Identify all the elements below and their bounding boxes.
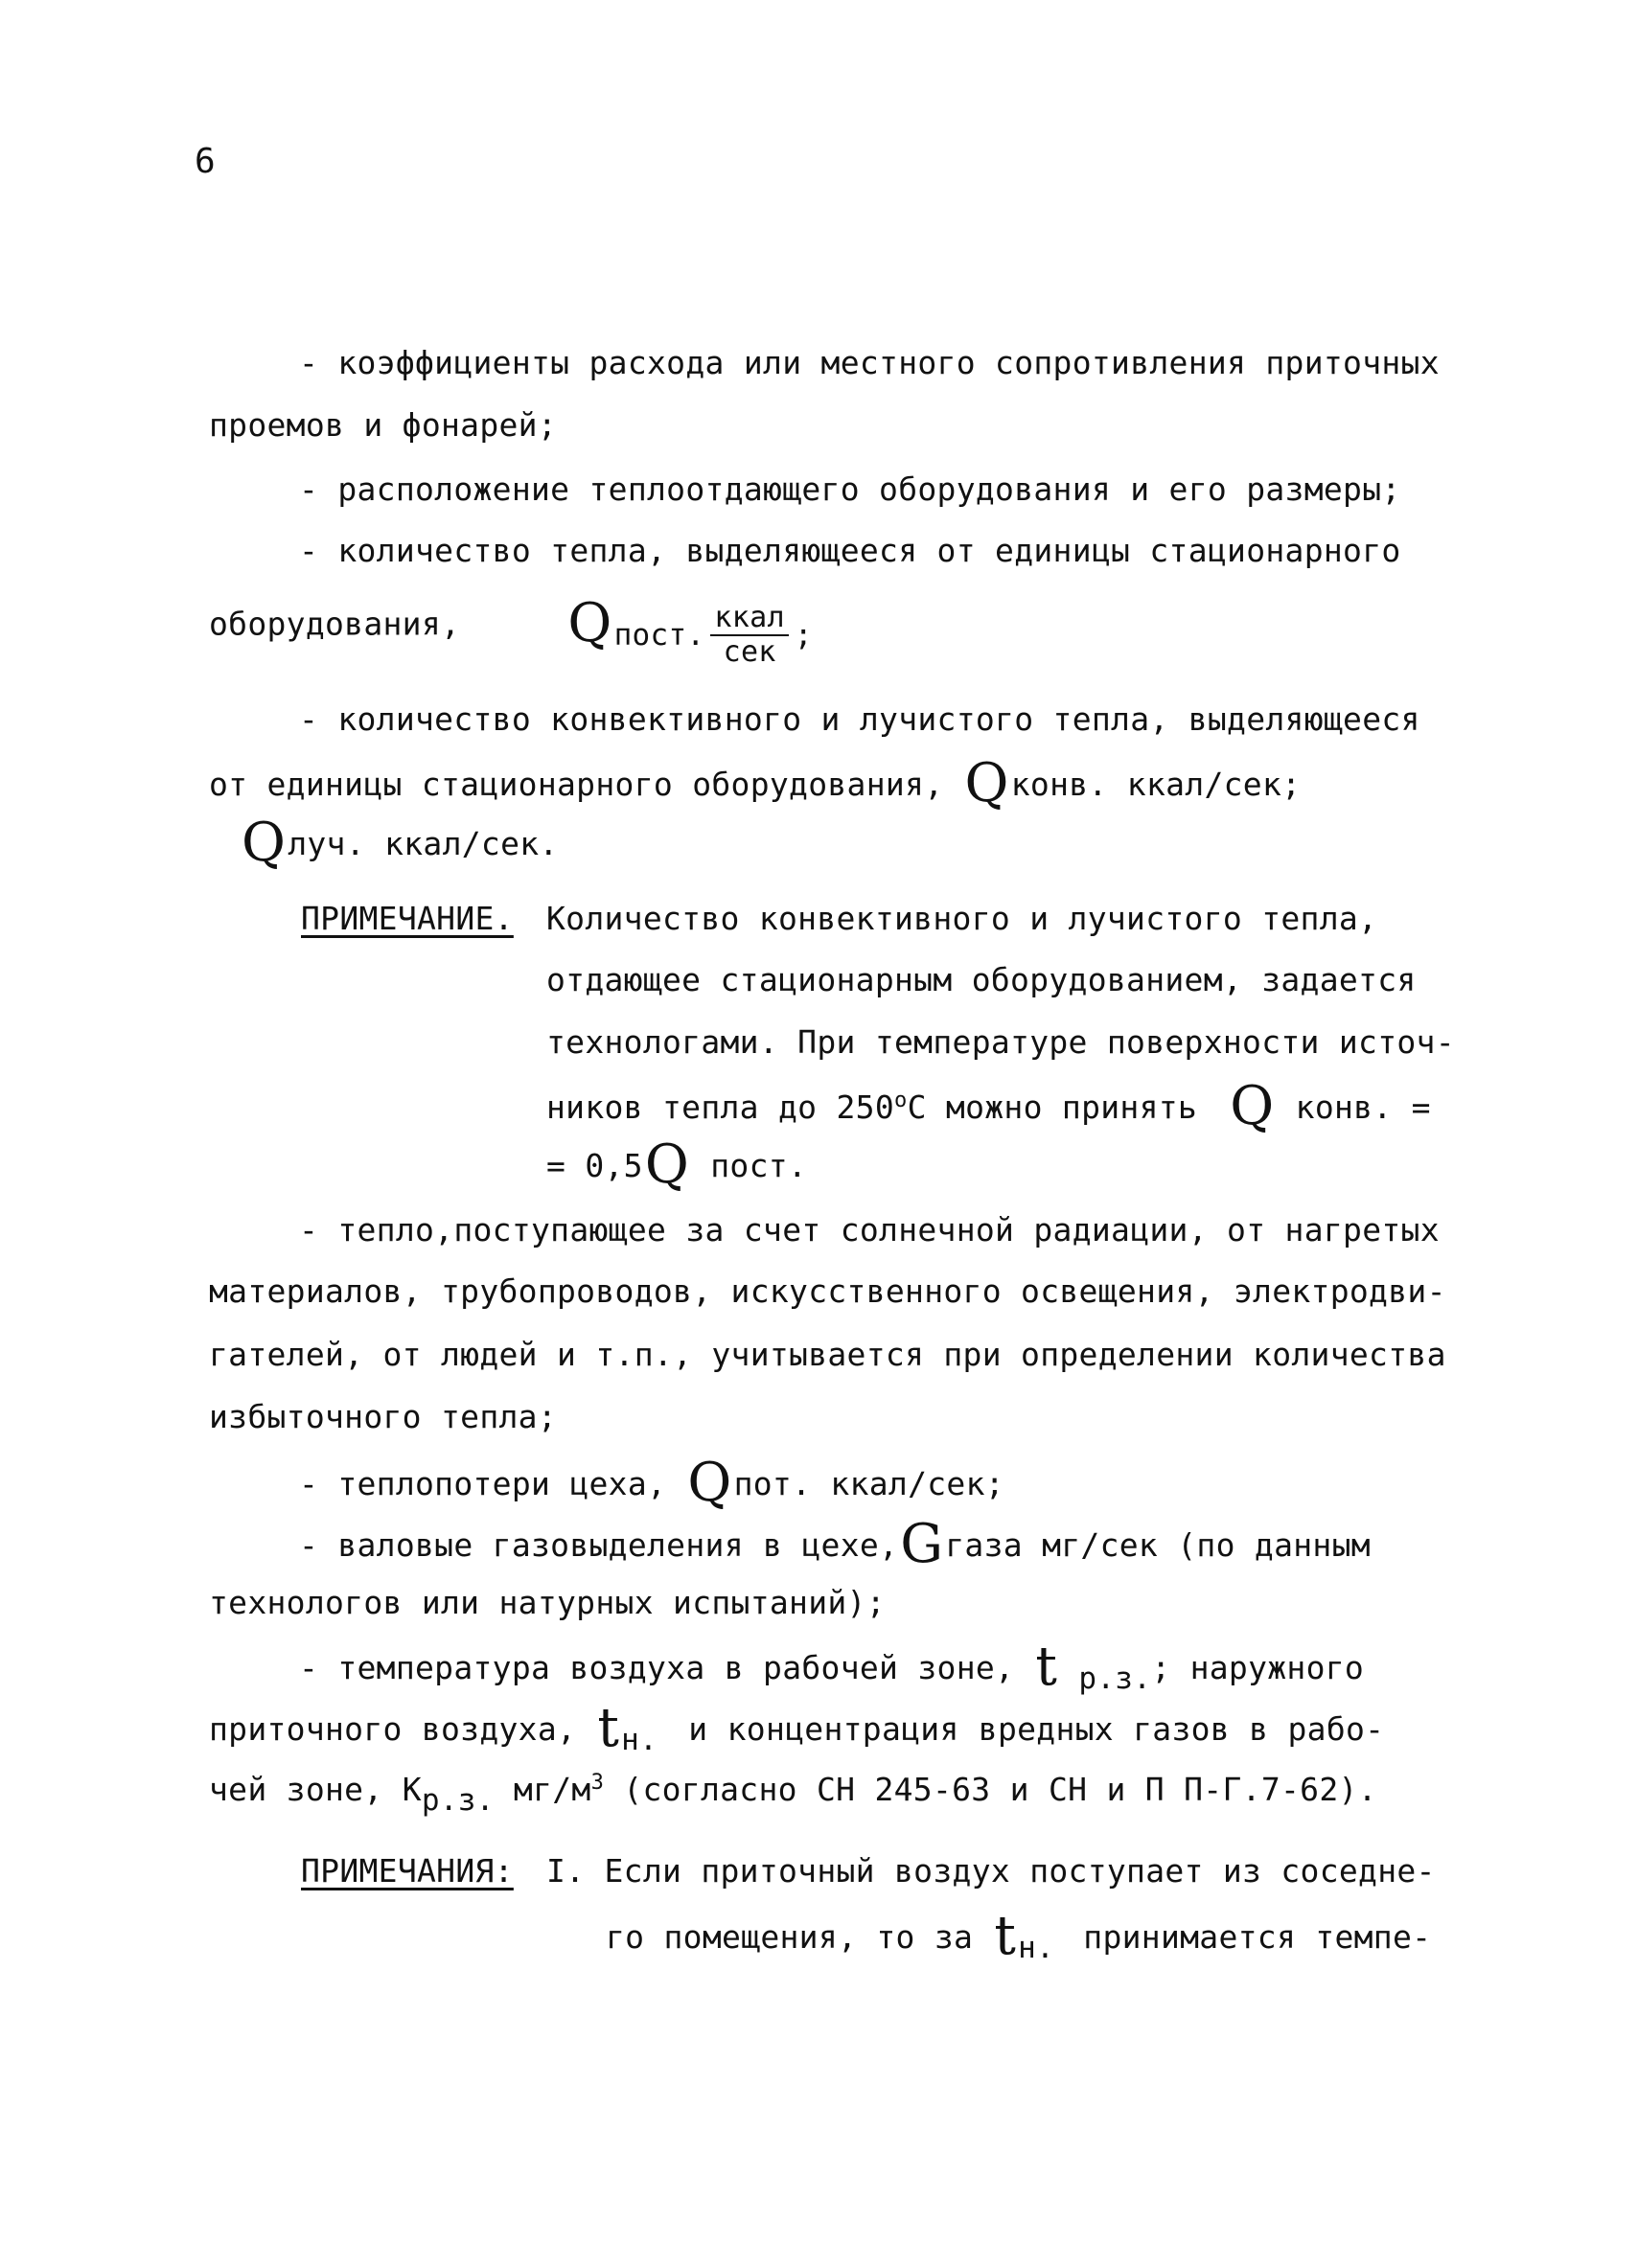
text-line-formula xyxy=(209,752,1302,814)
note-line-formula xyxy=(546,1134,808,1196)
symbol-q: Q xyxy=(687,1452,732,1514)
fraction-denominator: сек xyxy=(723,635,776,669)
note-label: ПРИМЕЧАНИЯ: xyxy=(301,1852,514,1890)
note-line: Количество конвективного и лучистого тепла, xyxy=(546,900,1378,937)
symbol-q: Q xyxy=(1230,1075,1275,1137)
subscript: луч. xyxy=(288,825,365,862)
text-line: гателей, от людей и т.п., учитывается при определении количества xyxy=(209,1336,1446,1373)
subscript: н. xyxy=(621,1723,658,1757)
symbol-q: Q xyxy=(242,812,287,874)
text-fragment: ; наружного xyxy=(1151,1649,1365,1686)
text-line: - тепло,поступающее за счет солнечной радиации, от нагретых xyxy=(299,1211,1440,1249)
note-line: технологами. При температуре поверхности источ- xyxy=(546,1023,1455,1061)
symbol-g: G xyxy=(900,1513,944,1575)
subscript: р.з. xyxy=(421,1783,495,1818)
subscript: конв. xyxy=(1010,766,1108,803)
text-fragment: (согласно СН 245-63 и СН и П П-Г.7-62). xyxy=(623,1771,1377,1808)
text-fragment: С можно принять xyxy=(907,1088,1198,1126)
text-line-formula xyxy=(299,1636,1365,1698)
text-line: избыточного тепла; xyxy=(209,1398,558,1435)
text-fragment: ккал/сек. xyxy=(384,825,559,862)
degree-sign: о xyxy=(894,1088,908,1112)
text-fragment: газа мг/сек (по данным xyxy=(945,1526,1371,1564)
symbol-k: К xyxy=(402,1771,422,1808)
text-line-formula xyxy=(209,1697,1385,1759)
text-fragment: принимается темпе- xyxy=(1083,1918,1432,1956)
subscript: пот. xyxy=(733,1465,812,1502)
page-number: 6 xyxy=(195,142,216,181)
text-line: - коэффициенты расхода или местного сопротивления приточных xyxy=(299,344,1440,381)
symbol-t: t xyxy=(1035,1636,1058,1698)
text-line-formula xyxy=(209,1771,1377,1818)
subscript: н. xyxy=(1018,1931,1055,1965)
text-fragment: пост. xyxy=(710,1147,808,1184)
fraction-numerator: ккал xyxy=(710,604,788,636)
symbol-q: Q xyxy=(964,752,1009,814)
note-line: отдающее стационарным оборудованием, задается xyxy=(546,961,1417,998)
note-line-formula xyxy=(606,1905,1432,1967)
text-line-formula xyxy=(299,1452,1004,1514)
text-fragment: ккал/сек; xyxy=(1126,766,1302,803)
text-line: - количество тепла, выделяющееся от единицы стационарного xyxy=(299,532,1401,569)
text-fragment: = 0,5 xyxy=(546,1147,643,1184)
fraction-units xyxy=(710,601,788,669)
text-line-formula xyxy=(299,1513,1371,1575)
text-line: технологов или натурных испытаний); xyxy=(209,1584,886,1621)
text-fragment: ников тепла до 250 xyxy=(546,1088,895,1126)
symbol-t: t xyxy=(994,1905,1017,1967)
text-line: - расположение теплоотдающего оборудования и его размеры; xyxy=(299,470,1401,508)
text-line: проемов и фонарей; xyxy=(209,406,558,444)
text-fragment: и концентрация вредных газов в рабо- xyxy=(688,1710,1385,1748)
note-label: ПРИМЕЧАНИЕ. xyxy=(301,900,514,937)
text-fragment: ккал/сек; xyxy=(830,1465,1004,1502)
text-fragment: от единицы стационарного оборудования, xyxy=(209,766,944,803)
symbol-q: Q xyxy=(567,591,612,654)
symbol-q: Q xyxy=(644,1134,690,1196)
text-fragment: - температура воздуха в рабочей зоне, xyxy=(299,1649,1015,1686)
text-fragment: чей зоне, xyxy=(209,1771,383,1808)
text-fragment: - теплопотери цеха, xyxy=(299,1465,667,1502)
text-fragment: го помещения, то за xyxy=(606,1918,974,1956)
subscript: пост. xyxy=(613,617,705,653)
symbol-t: t xyxy=(597,1697,620,1759)
text-fragment: мг/м xyxy=(513,1771,591,1808)
subscript: р.з. xyxy=(1078,1661,1152,1696)
text-line-formula xyxy=(209,591,813,669)
note-line-formula xyxy=(546,1075,1431,1137)
text-line-formula xyxy=(240,812,559,874)
text-fragment: приточного воздуха, xyxy=(209,1710,577,1748)
text-fragment: ; xyxy=(794,617,813,653)
text-fragment: оборудования, xyxy=(209,605,461,643)
text-line: - количество конвективного и лучистого тепла, выделяющееся xyxy=(299,700,1420,738)
note-line: I. Если приточный воздух поступает из соседне- xyxy=(546,1852,1436,1890)
text-fragment: конв. = xyxy=(1295,1088,1431,1126)
text-fragment: - валовые газовыделения в цехе, xyxy=(299,1526,899,1564)
text-line: материалов, трубопроводов, искусственного освещения, электродви- xyxy=(209,1272,1446,1310)
superscript: 3 xyxy=(590,1771,605,1795)
